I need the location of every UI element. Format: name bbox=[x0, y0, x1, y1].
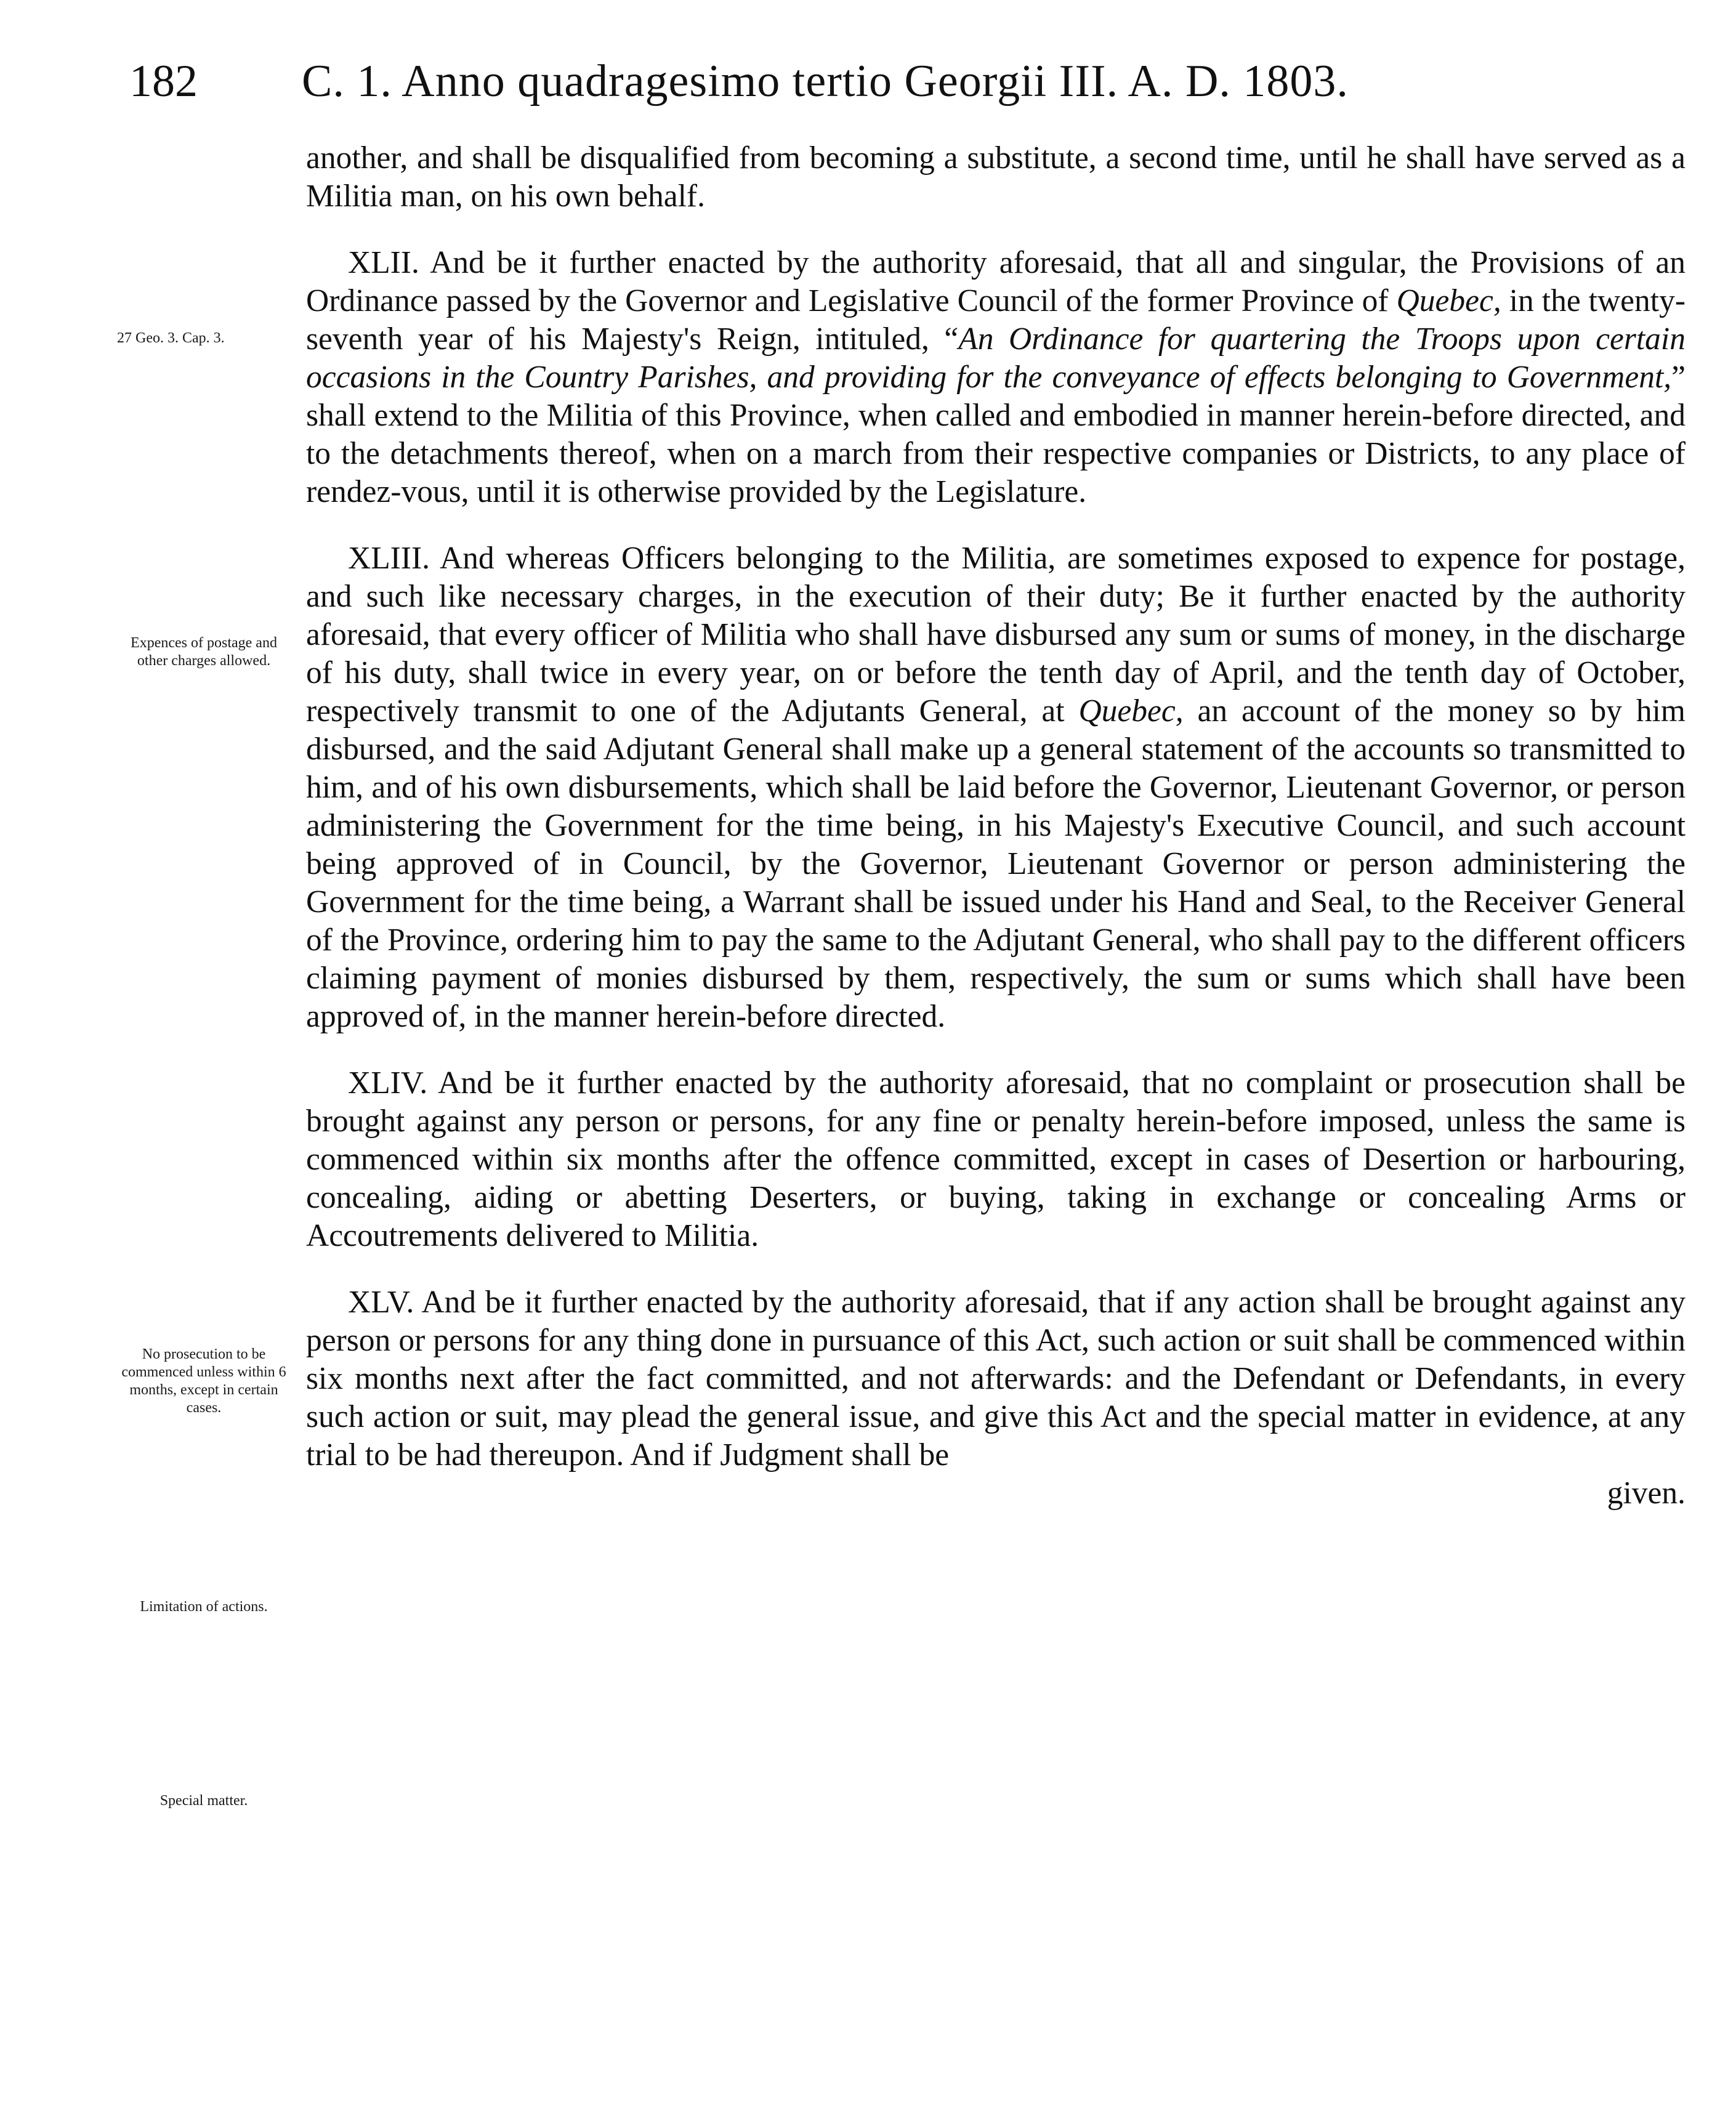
text-run: ” shall extend to the Militia of this Province, when called and embodied in manner herein-before directed, and to the detachments thereof, when on a march from their respective companies or Districts, to any place of rendez-vous, until it is otherwise provided by the Legislature. bbox=[306, 360, 1686, 509]
margin-note-special: Special matter. bbox=[159, 1793, 248, 1809]
text-run: XLIII. And whereas Officers belonging to the Militia, are sometimes exposed to expence for postage, and such like necessary charges, in the execution of their duty; Be it further enacted by the authority aforesaid, that every officer of Militia who shall have disbursed any sum or sums of money, in the discharge of his duty, shall twice in every year, on or before the tenth day of April, and the tenth day of October, respectively transmit to one of the Adjutants General, at bbox=[306, 541, 1686, 729]
page-header bbox=[129, 44, 1700, 118]
place-name-quebec: Quebec, bbox=[1078, 693, 1184, 729]
paragraph-continuation: another, and shall be disqualified from becoming a substitute, a second time, until he shall have served as a Militia man, on his own behalf. bbox=[306, 140, 1686, 214]
place-name-quebec: Quebec, bbox=[1396, 283, 1501, 318]
paragraph-xlii bbox=[306, 244, 1686, 511]
body-text bbox=[306, 139, 1686, 1513]
margin-note-prosecution: No prosecution to be commenced unless within 6 months, except in certain cases. bbox=[121, 1346, 286, 1416]
margin-note-limitation: Limitation of actions. bbox=[140, 1599, 268, 1615]
running-title: C. 1. Anno quadragesimo tertio Georgii III. A. D. 1803. bbox=[302, 56, 1349, 107]
ordinance-title: An Ordinance for quartering the Troops upon certain occasions in the Country Parishes, and providing for the conveyance of effects belonging to Government, bbox=[306, 321, 1686, 395]
margin-note-citation: 27 Geo. 3. Cap. 3. bbox=[117, 330, 225, 346]
margin-note-expences: Expences of postage and other charges allowed. bbox=[131, 635, 277, 669]
paragraph-xliii bbox=[306, 539, 1686, 1036]
text-run: in the twenty-seventh year of his Majesty's Reign, intituled, “ bbox=[306, 283, 1686, 357]
catchword: given. bbox=[1607, 1476, 1686, 1511]
paragraph-xliv: XLIV. And be it further enacted by the authority aforesaid, that no complaint or prosecution shall be brought against any person or persons, for any fine or penalty herein-before imposed, unless the same is commenced within six months after the offence committed, except in cases of Desertion or harbouring, concealing, aiding or abetting Deserters, or buying, taking in exchange or concealing Arms or Accoutrements delivered to Militia. bbox=[306, 1065, 1686, 1253]
page-number: 182 bbox=[129, 56, 198, 107]
paragraph-xlv: XLV. And be it further enacted by the authority aforesaid, that if any action shall be brought against any person or persons for any thing done in pursuance of this Act, such action or suit shall be commenced within six months next after the fact committed, and not afterwards: and the Defendant or Defendants, in every such action or suit, may plead the general issue, and give this Act and the special matter in evidence, at any trial to be had thereupon. And if Judgment shall be bbox=[306, 1285, 1686, 1473]
text-run: XLII. And be it further enacted by the authority aforesaid, that all and singular, the Provisions of an Ordinance passed by the Governor and Legislative Council of the former Province of bbox=[306, 245, 1686, 318]
text-run: an account of the money so by him disbursed, and the said Adjutant General shall make up a general statement of the accounts so transmitted to him, and of his own disbursements, which shall be laid before the Governor, Lieutenant Governor, or person administering the Government for the time being, in his Majesty's Executive Council, and such account being approved of in Council, by the Governor, Lieutenant Governor or person administering the Government for the time being, a Warrant shall be issued under his Hand and Seal, to the Receiver General of the Province, ordering him to pay the same to the Adjutant General, who shall pay to the different officers claiming payment of monies disbursed by them, respectively, the sum or sums which shall have been approved of, in the manner herein-before directed. bbox=[306, 693, 1686, 1034]
